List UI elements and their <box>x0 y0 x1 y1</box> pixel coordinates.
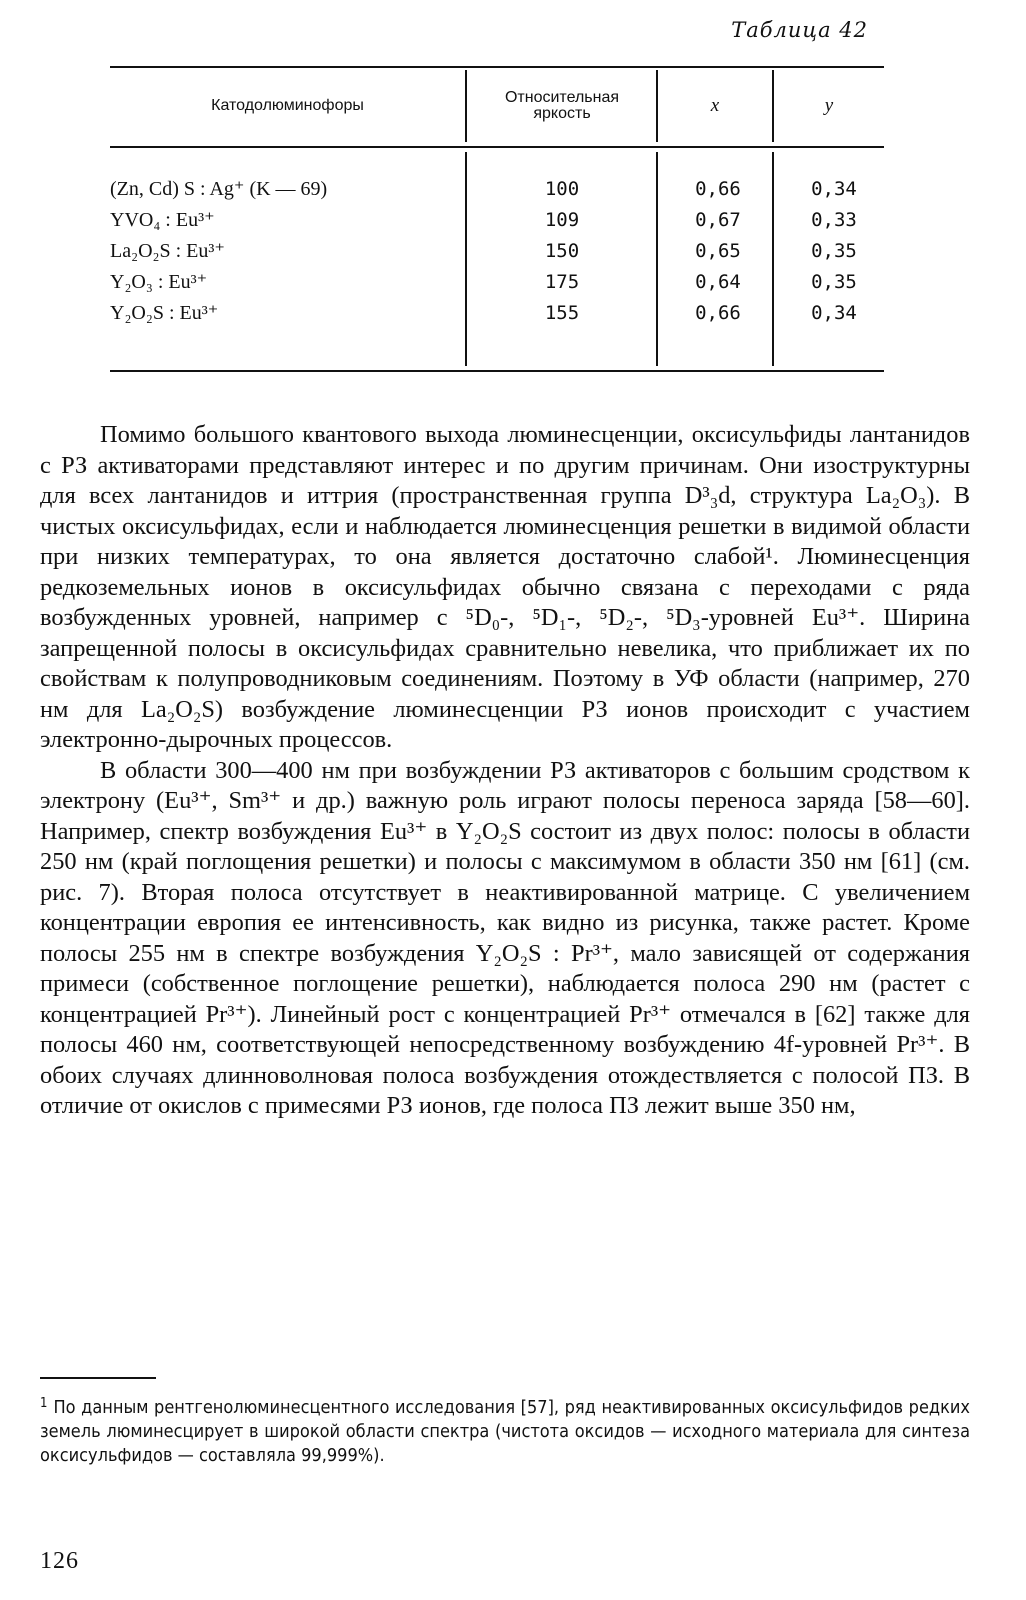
footnote <box>40 1392 970 1468</box>
table-header-rule <box>110 146 884 148</box>
table-cell: YVO₄ : Eu³⁺ <box>110 209 215 231</box>
table-cell: 175 <box>544 271 580 293</box>
column-divider <box>772 152 774 366</box>
table-cell: 150 <box>544 240 580 262</box>
table-cell: 0,64 <box>695 271 741 293</box>
y-column <box>782 174 886 329</box>
table-cell: 155 <box>544 302 580 324</box>
brightness-column <box>502 174 622 329</box>
header-phosphors: Катодолюминофоры <box>211 97 364 114</box>
column-divider <box>465 152 467 366</box>
table-cell: 0,35 <box>811 240 857 262</box>
table-cell: Y₂O₃ : Eu³⁺ <box>110 271 208 293</box>
table-cell: 100 <box>544 178 580 200</box>
column-divider <box>656 152 658 366</box>
header-brightness: Относительная яркость <box>504 89 620 122</box>
table-cell: La₂O₂S : Eu³⁺ <box>110 240 225 262</box>
data-table <box>110 66 884 372</box>
table-cell: 109 <box>544 209 580 231</box>
column-divider <box>465 70 467 142</box>
table-caption: Таблица 42 <box>731 18 868 42</box>
table-cell: (Zn, Cd) S : Ag⁺ (K — 69) <box>110 178 328 200</box>
x-column <box>666 174 770 329</box>
footnote-mark: 1 <box>40 1396 48 1411</box>
table-cell: 0,34 <box>811 302 857 324</box>
table-cell: 0,66 <box>695 178 741 200</box>
header-y: y <box>824 95 834 116</box>
header-x: x <box>710 95 720 116</box>
table-cell: 0,35 <box>811 271 857 293</box>
table-cell: 0,65 <box>695 240 741 262</box>
table-bottom-rule <box>110 370 884 372</box>
table-cell: 0,67 <box>695 209 741 231</box>
table-cell: 0,34 <box>811 178 857 200</box>
table-cell: 0,66 <box>695 302 741 324</box>
table-cell: 0,33 <box>811 209 857 231</box>
phosphor-column <box>110 174 327 329</box>
body-text <box>40 420 970 1122</box>
page-number: 126 <box>40 1548 79 1574</box>
table-cell: Y₂O₂S : Eu³⁺ <box>110 302 219 324</box>
paragraph: В области 300—400 нм при возбуждении РЗ активаторов с большим сродством к электрону (Eu³⁺, Sm³⁺ и др.) важную роль играют полосы переноса заряда [58—60]. Например, спектр возбуждения Eu³⁺ в Y₂O₂S состоит из двух полос: полосы в области 250 нм (край поглощения решетки) и полосы с максимумом в области 350 нм [61] (см. рис. 7). Вторая полоса отсутствует в неактивированной матрице. С увеличением концентрации европия ее интенсивность, как видно из рисунка, также растет. Кроме полосы 255 нм в спектре возбуждения Y₂O₂S : Pr³⁺, мало зависящей от содержания примеси (собственное поглощение решетки), наблюдается полоса 290 нм (растет с концентрацией Pr³⁺). Линейный рост с концентрацией Pr³⁺ отмечался в [62] также для полосы 460 нм, соответствующей непосредственному возбуждению 4f-уровней Pr³⁺. В обоих случаях длинноволновая полоса возбуждения отождествляется с полосой ПЗ. В отличие от окислов с примесями РЗ ионов, где полоса ПЗ лежит выше 350 нм, <box>40 756 970 1119</box>
paragraph: Помимо большого квантового выхода люминесценции, оксисульфиды лантанидов с РЗ активаторами представляют интерес и по другим причинам. Они изоструктурны для всех лантанидов и иттрия (пространственная группа D³₃d, структура La₂O₃). В чистых оксисульфидах, если и наблюдается люминесценция решетки в видимой области при низких температурах, то она является достаточно слабой¹. Люминесценция редкоземельных ионов в оксисульфидах обычно связана с переходами с ряда возбужденных уровней, например с ⁵D₀-, ⁵D₁-, ⁵D₂-, ⁵D₃-уровней Eu³⁺. Ширина запрещенной полосы в оксисульфидах сравнительно невелика, что приближает их по свойствам к полупроводниковым соединениям. Поэтому в УФ области (например, 270 нм для La₂O₂S) возбуждение люминесценции РЗ ионов происходит с участием электронно-дырочных процессов. <box>40 421 970 753</box>
footnote-rule <box>40 1377 156 1379</box>
footnote-text: По данным рентгенолюминесцентного исследования [57], ряд неактивированных оксисульфидов редких земель люминесцирует в широкой области спектра (чистота оксидов — исходного материала для синтеза оксисульфидов — составляла 99,999%). <box>40 1397 970 1466</box>
